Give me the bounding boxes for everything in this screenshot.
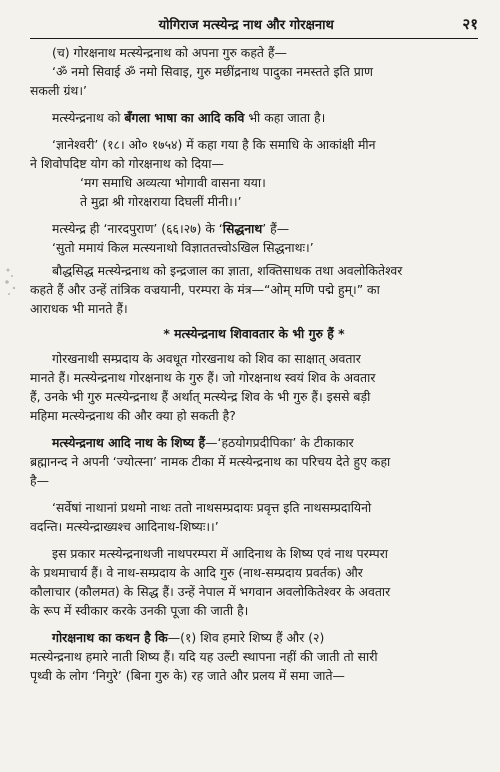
p7-verse-a: ‘सर्वेषां नाथानां प्रथमो नाथः ततो नाथसम्प्रदायः प्रवृत्त इति नाथसम्प्रदायिनो	[52, 500, 372, 515]
section-heading: * मत्स्येन्द्रनाथ शिवावतार के भी गुरु हैं *	[163, 326, 345, 341]
p7-line3: है—	[30, 473, 49, 488]
p7-line1	[30, 433, 478, 452]
book-page	[30, 14, 478, 685]
p6-line4: महिमा मत्स्येन्द्रनाथ की और क्या हो सकती है?	[30, 408, 236, 423]
p2-pre: मत्स्येन्द्रनाथ को	[52, 110, 125, 125]
p2-bold: बँगला भाषा का आदि कवि	[124, 110, 245, 125]
p1-verse-a: ‘ॐ नमो सिवाई ॐ नमो सिवाइ, गुरु मछींद्रनाथ पादुका नमस्तते इति प्राण	[52, 64, 373, 79]
p5-line2: कहते हैं और उन्हें तांत्रिक वज्रयानी, परम्परा के मंत्र—“ओम् मणि पद्मे हुम्।” का	[30, 282, 380, 297]
p8-line4: के रूप में स्वीकार करके उनकी पूजा की जाती है।	[30, 603, 249, 618]
p4-bold: सिद्धनाथ	[222, 221, 263, 236]
p7-bold: मत्स्येन्द्रनाथ आदि नाथ के शिष्य हैं	[52, 435, 206, 450]
p7-post: —‘हठयोगप्रदीपिका’ के टीकाकार	[205, 435, 354, 450]
p6-line2: मानते हैं। मत्स्येन्द्रनाथ गोरक्षनाथ के गुरु हैं। जो गोरक्षनाथ स्वयं शिव के अवतार	[30, 370, 376, 385]
p5-line3: आराधक भी मानते हैं।	[30, 301, 128, 316]
p4-verse: ‘सुतो ममायं किल मत्स्यनाथो विज्ञाततत्त्वोऽखिल सिद्धनाथः।’	[52, 240, 314, 255]
p9-bold: गोरक्षनाथ का कथन है कि	[52, 630, 168, 645]
running-title: योगिराज मत्स्येन्द्र नाथ और गोरक्षनाथ	[158, 18, 334, 33]
p3-verse-a: ‘मग समाधि अव्यत्या भोगावी वासना यया।	[80, 175, 266, 190]
p5-line1: बौद्धसिद्ध मत्स्येन्द्रनाथ को इन्द्रजाल का ज्ञाता, शक्तिसाधक तथा अवलोकितेश्वर	[52, 263, 403, 278]
p9-line1	[30, 628, 478, 647]
p7-line2: ब्रह्मानन्द ने अपनी ‘ज्योत्स्ना’ नामक टीका में मत्स्येन्द्रनाथ का परिचय देते हुए कहा	[30, 454, 391, 469]
p1-verse-b: सकली ग्रंथ।’	[30, 83, 87, 98]
p2-post: भी कहा जाता है।	[244, 110, 326, 125]
page-smudge	[2, 262, 20, 302]
p3-line1: ‘ज्ञानेश्वरी’ (१८। ओ० १७५४) में कहा गया है कि समाधि के आकांक्षी मीन	[52, 137, 376, 152]
p6-line3: हैं, उनके भी गुरु मत्स्येन्द्रनाथ हैं अर्थात् मत्स्येन्द्र शिव के भी गुरु हैं। इससे बड़ी	[30, 389, 371, 404]
p3-verse-b: ते मुद्रा श्री गोरक्षराया दिघलीं मीनी।।’	[80, 194, 242, 209]
p9-line3: पृथ्वी के लोग ‘निगुरे’ (बिना गुरु के) रह जाते और प्रलय में समा जाते—	[30, 668, 345, 683]
p7-verse-b: वदन्ति। मत्स्येन्द्राख्यश्च आदिनाथ-शिष्यः।।’	[30, 519, 219, 534]
running-header	[30, 14, 478, 39]
p4-pre: मत्स्येन्द्र ही ‘नारदपुराण’ (६६।२७) के ‘	[52, 221, 223, 236]
p6-line1: गोरखनाथी सम्प्रदाय के अवधूत गोरखनाथ को शिव का साक्षात् अवतार	[52, 351, 361, 366]
p9-post: —(१) शिव हमारे शिष्य हैं और (२)	[167, 630, 325, 645]
p8-line1: इस प्रकार मत्स्येन्द्रनाथजी नाथपरम्परा में आदिनाथ के शिष्य एवं नाथ परम्परा	[52, 546, 388, 561]
p4-post: ’ हैं—	[262, 221, 290, 236]
p8-line2: के प्रथमाचार्य हैं। वे नाथ-सम्प्रदाय के आदि गुरु (नाथ-सम्प्रदाय प्रवर्तक) और	[30, 565, 363, 580]
p3-line2: ने शिवोपदिष्ट योग को गोरक्षनाथ को दिया—	[30, 156, 224, 171]
p8-line3: कौलाचार (कौलमत) के सिद्ध हैं। उन्हें नेपाल में भगवान अवलोकितेश्वर के अवतार	[30, 584, 391, 599]
p1-line: (च) गोरक्षनाथ मत्स्येन्द्रनाथ को अपना गुरु कहते हैं—	[52, 45, 287, 60]
page-number: २१	[462, 15, 478, 33]
p9-line2: मत्स्येन्द्रनाथ हमारे नाती शिष्य हैं। यदि यह उल्टी स्थापना नहीं की जाती तो सारी	[30, 649, 378, 664]
p4-paragraph	[30, 219, 478, 238]
p2-paragraph	[30, 108, 478, 127]
